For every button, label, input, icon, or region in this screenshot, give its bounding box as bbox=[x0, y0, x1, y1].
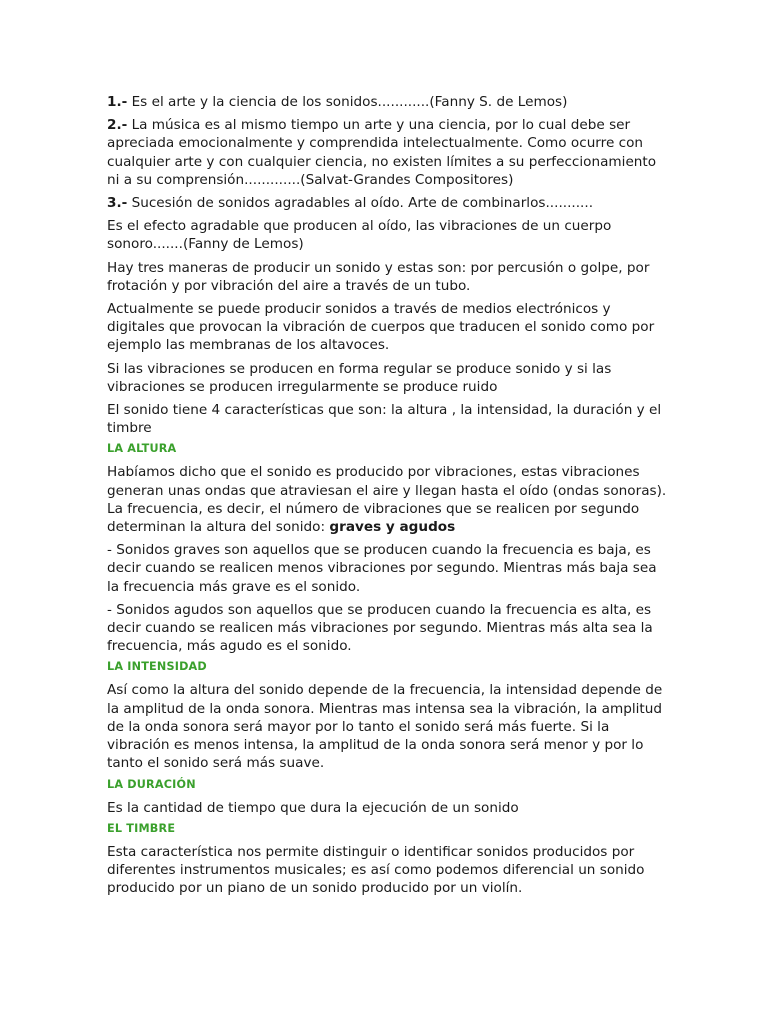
definition-text: Es el arte y la ciencia de los sonidos............(Fanny S. de Lemos) bbox=[127, 94, 568, 110]
intro-paragraph: Es el efecto agradable que producen al oído, las vibraciones de un cuerpo sonoro.......(Fanny de Lemos) bbox=[107, 218, 612, 253]
altura-paragraph: - Sonidos agudos son aquellos que se producen cuando la frecuencia es alta, es decir cuando se realicen más vibraciones por segundo. Mientras más alta sea la frecuencia, más agudo es el sonido. bbox=[107, 601, 653, 655]
definition-text: Sucesión de sonidos agradables al oído. Arte de combinarlos........... bbox=[127, 195, 594, 212]
definition-1 bbox=[107, 93, 667, 111]
section-heading-altura: LA ALTURA bbox=[107, 442, 177, 456]
timbre-paragraph: Esta característica nos permite distinguir o identificar sonidos producidos por diferentes instrumentos musicales; es así como podemos diferencial un sonido producido por un piano de un sonido producido por un violín. bbox=[107, 843, 645, 897]
intro-paragraph: Actualmente se puede producir sonidos a través de medios electrónicos y digitales que provocan la vibración de cuerpos que traducen el sonido como por ejemplo las membranas de los altavoces. bbox=[107, 301, 655, 354]
section-heading-intensidad: LA INTENSIDAD bbox=[107, 660, 207, 674]
definition-3 bbox=[107, 194, 667, 212]
definition-number: 3.- bbox=[107, 195, 128, 212]
intensidad-paragraph: Así como la altura del sonido depende de la frecuencia, la intensidad depende de la amplitud de la onda sonora. Mientras mas intensa sea la vibración, la amplitud de la onda sonora será mayor por lo tanto el sonido será más fuerte. Si la vibración es menos intensa, la amplitud de la onda sonora será menor y por lo tanto el sonido será más suave. bbox=[107, 682, 663, 772]
duracion-paragraph: Es la cantidad de tiempo que dura la ejecución de un sonido bbox=[107, 799, 519, 816]
intro-paragraph: Hay tres maneras de producir un sonido y estas son: por percusión o golpe, por frotación y por vibración del aire a través de un tubo. bbox=[107, 259, 650, 294]
altura-text: Habíamos dicho que el sonido es producido por vibraciones, estas vibraciones generan unas ondas que atraviesan el aire y llegan hasta el oído (ondas sonoras). La frecuencia, es decir, el número de vibraciones que se realicen por segundo determinan la altura del sonido: bbox=[107, 464, 667, 536]
document-page bbox=[107, 93, 667, 902]
definition-2 bbox=[107, 116, 667, 189]
altura-paragraph: - Sonidos graves son aquellos que se producen cuando la frecuencia es baja, es decir cuando se realicen menos vibraciones por segundo. Mientras más baja sea la frecuencia más grave es el sonido. bbox=[107, 542, 657, 595]
definition-number: 2.- bbox=[107, 117, 128, 134]
section-heading-duracion: LA DURACIÓN bbox=[107, 777, 196, 791]
definition-text: La música es al mismo tiempo un arte y una ciencia, por lo cual debe ser apreciada emocionalmente y comprendida intelectualmente. Como ocurre con cualquier arte y con cualquier ciencia, no existen límites a su perfeccionamiento ni a su comprensión.............(Salvat-Grandes Compositores) bbox=[107, 117, 657, 188]
section-heading-timbre: EL TIMBRE bbox=[107, 821, 176, 835]
intro-paragraph: El sonido tiene 4 características que son: la altura , la intensidad, la duración y el timbre bbox=[107, 402, 662, 437]
altura-paragraph bbox=[107, 463, 667, 536]
intro-paragraph: Si las vibraciones se producen en forma regular se produce sonido y si las vibraciones se producen irregularmente se produce ruido bbox=[107, 360, 612, 395]
definition-number: 1.- bbox=[107, 94, 128, 110]
altura-emphasis: graves y agudos bbox=[329, 519, 456, 536]
